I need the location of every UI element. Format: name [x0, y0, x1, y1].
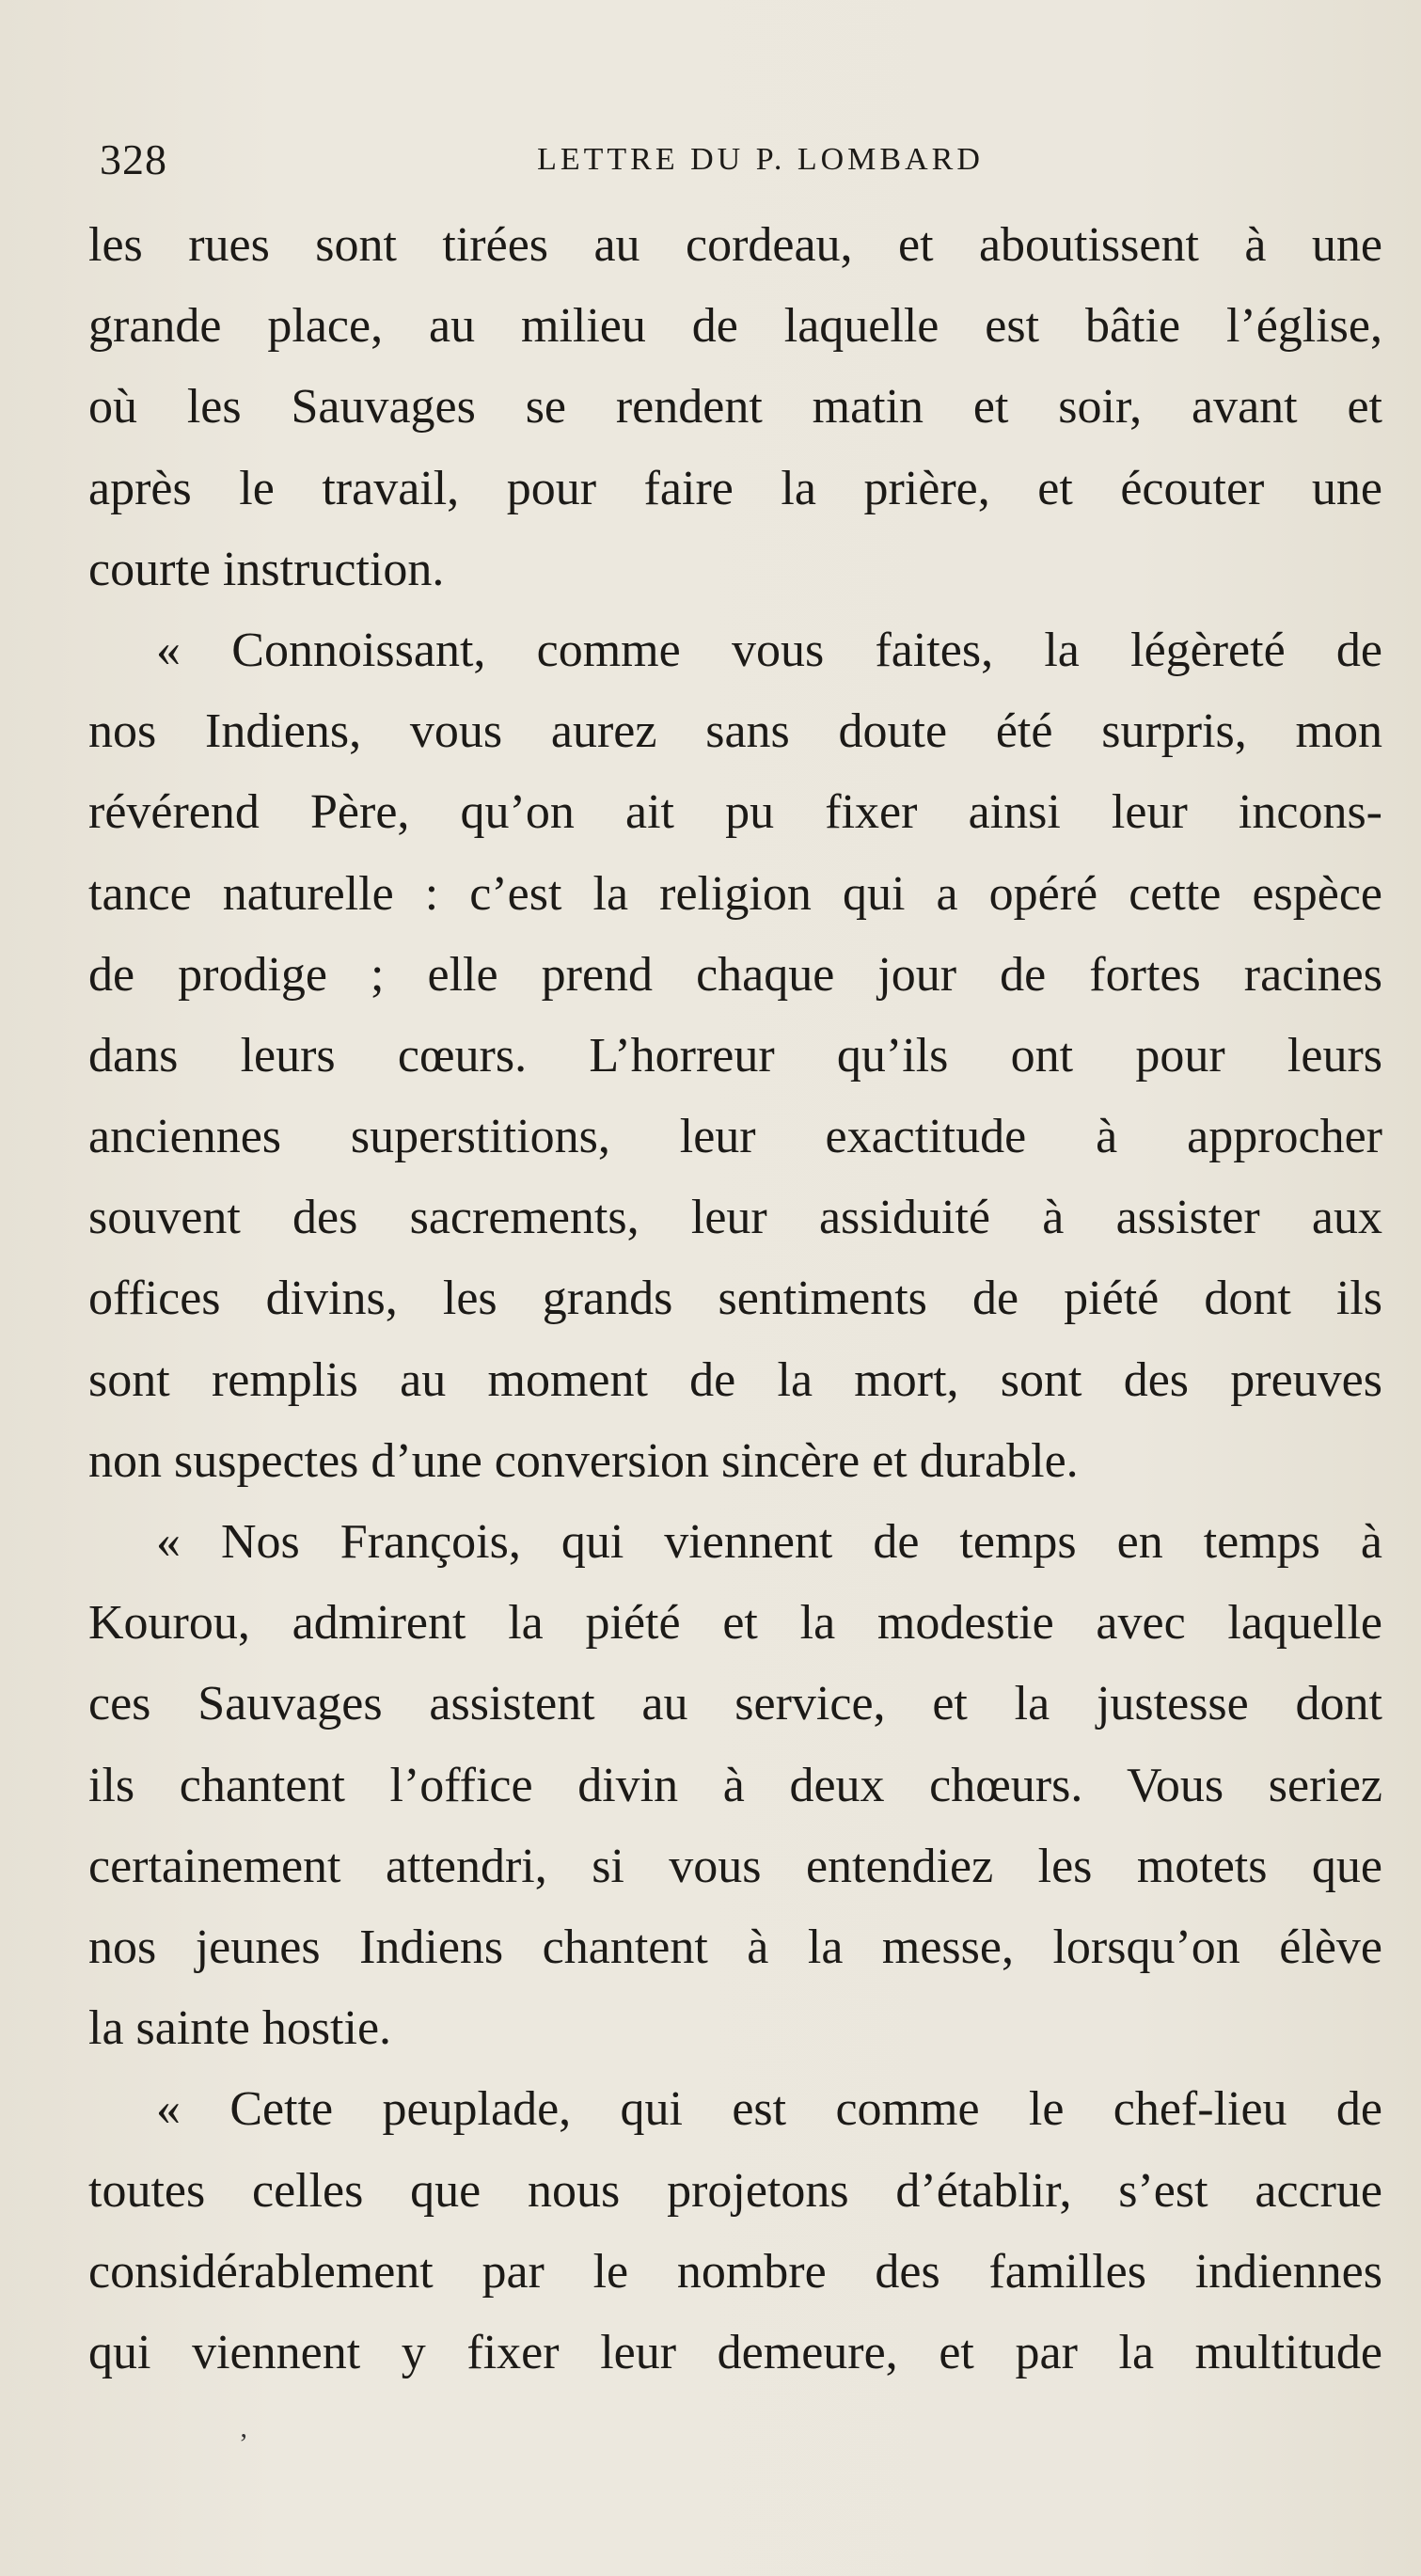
text-line: « Cette peuplade, qui est comme le chef-lieu de	[156, 2082, 1382, 2137]
text-line: la sainte hostie.	[88, 2001, 392, 2056]
page-number: 328	[100, 135, 167, 183]
text-line: toutes celles que nous projetons d’établir, s’est accrue	[88, 2163, 1382, 2218]
text-line: « Nos François, qui viennent de temps en temps à	[156, 1515, 1382, 1569]
text-line: certainement attendri, si vous entendiez les motets que	[88, 1839, 1382, 1893]
text-line: offices divins, les grands sentiments de piété dont ils	[88, 1272, 1382, 1326]
text-line: révérend Père, qu’on ait pu fixer ainsi leur incons-	[88, 785, 1382, 840]
text-line: dans leurs cœurs. L’horreur qu’ils ont pour leurs	[88, 1028, 1382, 1083]
text-line: courte instruction.	[88, 542, 445, 596]
text-line: où les Sauvages se rendent matin et soir, avant et	[88, 380, 1382, 435]
text-line: anciennes superstitions, leur exactitude à approcher	[88, 1110, 1382, 1164]
page-header	[100, 132, 1383, 188]
text-line: ils chantent l’office divin à deux chœurs. Vous seriez	[88, 1758, 1382, 1812]
text-line: souvent des sacrements, leur assiduité à assister aux	[88, 1191, 1382, 1245]
text-line: grande place, au milieu de laquelle est bâtie l’église,	[88, 299, 1382, 354]
text-line: « Connoissant, comme vous faites, la légèreté de	[156, 623, 1382, 677]
text-line: nos jeunes Indiens chantent à la messe, lorsqu’on élève	[88, 1920, 1382, 1974]
text-line: ces Sauvages assistent au service, et la justesse dont	[88, 1677, 1382, 1731]
text-line: les rues sont tirées au cordeau, et aboutissent à une	[88, 218, 1382, 272]
text-line: de prodige ; elle prend chaque jour de fortes racines	[88, 947, 1382, 1002]
text-line: considérablement par le nombre des familles indiennes	[88, 2244, 1382, 2299]
text-line: après le travail, pour faire la prière, et écouter une	[88, 461, 1382, 515]
ink-speck-decoration: ‚	[239, 2412, 248, 2443]
text-line: non suspectes d’une conversion sincère et durable.	[88, 1433, 1079, 1488]
text-line: qui viennent y fixer leur demeure, et par la multitude	[88, 2325, 1382, 2379]
running-head: LETTRE DU P. LOMBARD	[537, 142, 984, 177]
text-line: sont remplis au moment de la mort, sont des preuves	[88, 1352, 1382, 1407]
text-line: nos Indiens, vous aurez sans doute été surpris, mon	[88, 704, 1382, 759]
text-line: Kourou, admirent la piété et la modestie avec laquelle	[88, 1596, 1382, 1651]
body-text	[88, 205, 1382, 2394]
text-line: tance naturelle : c’est la religion qui a opéré cette espèce	[88, 866, 1382, 921]
